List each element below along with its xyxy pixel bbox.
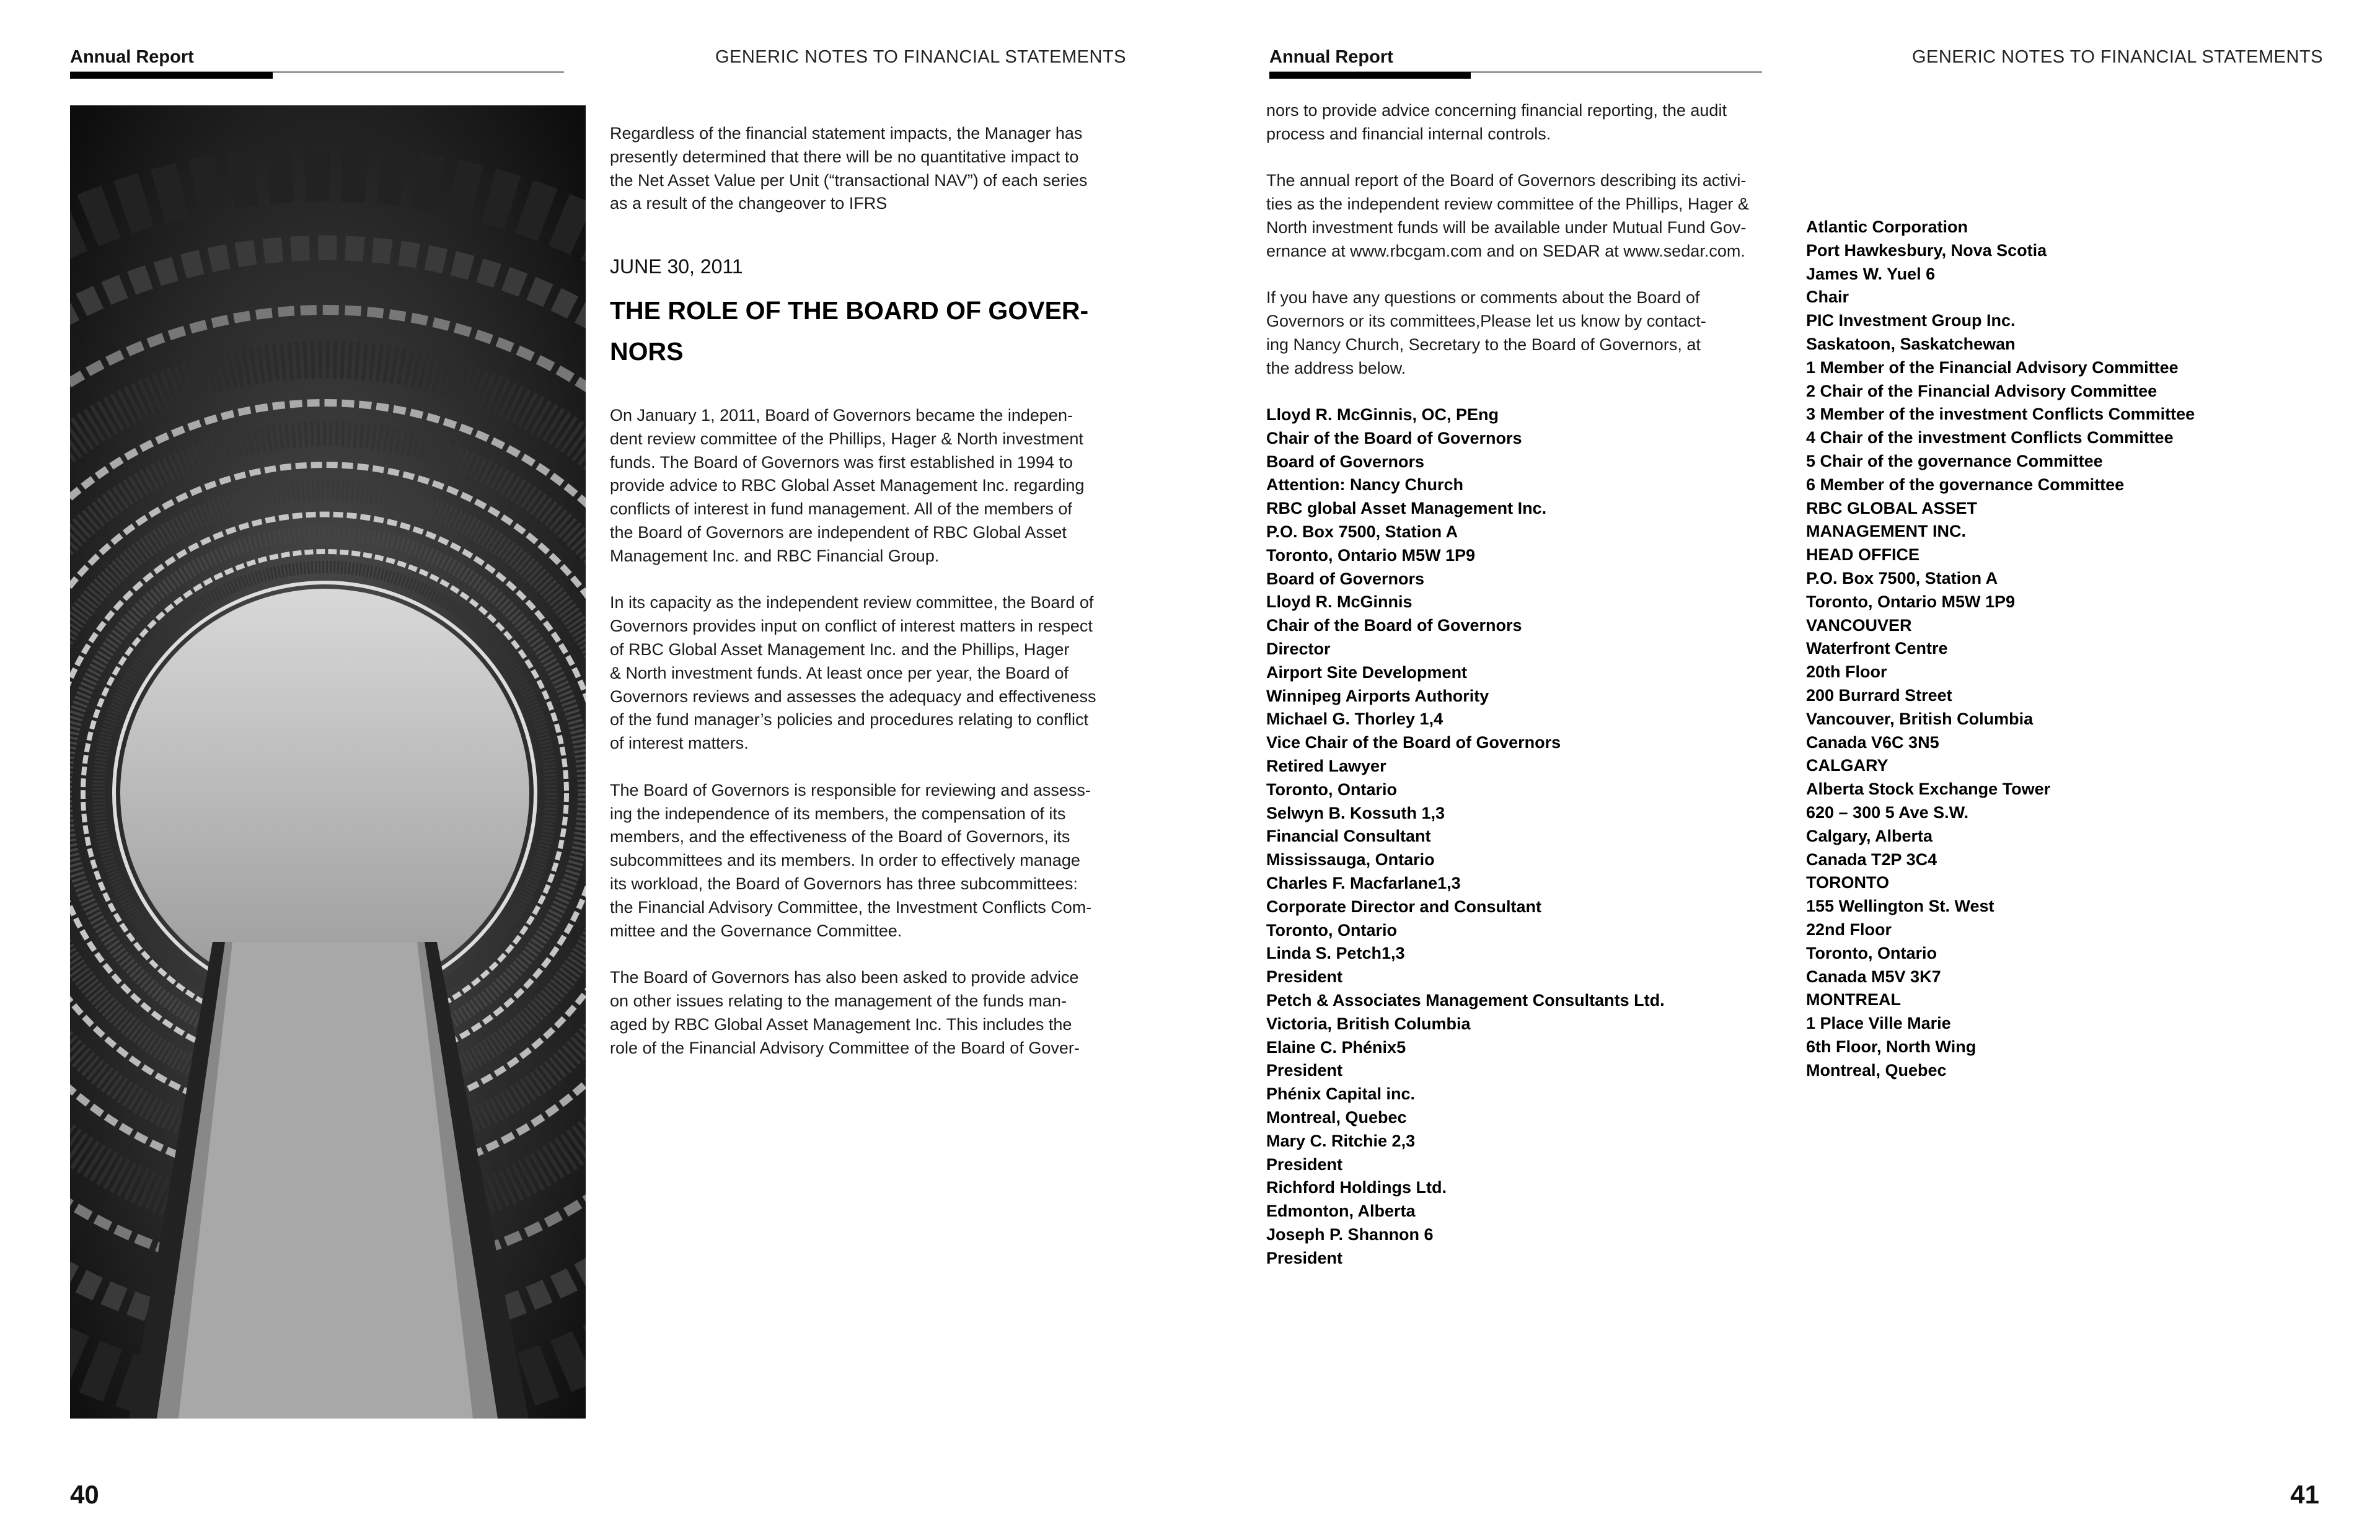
contact-line: James W. Yuel 6 [1806, 264, 1936, 283]
contact-line: President [1266, 1248, 1343, 1267]
contact-line: Toronto, Ontario [1266, 780, 1397, 799]
contact-line: 1 Member of the Financial Advisory Committee [1806, 358, 2179, 377]
paragraph [1266, 99, 1749, 146]
text-line: funds. The Board of Governors was first established in 1994 to [610, 452, 1073, 472]
text-line: aged by RBC Global Asset Management Inc. This includes the [610, 1014, 1072, 1034]
contact-line: MANAGEMENT INC. [1806, 522, 1966, 541]
contact-line: President [1266, 1061, 1343, 1080]
text-line: ties as the independent review committee of the Phillips, Hager & [1266, 195, 1749, 214]
text-line: the address below. [1266, 358, 1406, 377]
contact-line: Richford Holdings Ltd. [1266, 1178, 1447, 1197]
header-title-right: Annual Report [1269, 47, 1393, 67]
paragraph [610, 966, 1096, 1060]
contact-line: Retired Lawyer [1266, 756, 1386, 775]
text-line: The Board of Governors is responsible for reviewing and assess- [610, 780, 1091, 799]
header-title-left: Annual Report [70, 47, 194, 67]
text-line: If you have any questions or comments about the Board of [1266, 288, 1700, 307]
text-line: North investment funds will be available under Mutual Fund Gov- [1266, 218, 1747, 237]
text-line: of the fund manager’s policies and procedures relating to conflict [610, 710, 1088, 729]
text-line: ing the independence of its members, the compensation of its [610, 804, 1066, 823]
title-line: NORS [610, 337, 684, 366]
contact-line: Mississauga, Ontario [1266, 850, 1435, 869]
body-text-right [1266, 99, 1749, 403]
text-line: In its capacity as the independent review committee, the Board of [610, 593, 1094, 612]
contact-line: Lloyd R. McGinnis [1266, 592, 1413, 612]
contact-line: 6th Floor, North Wing [1806, 1037, 1977, 1056]
contact-line: Toronto, Ontario [1806, 943, 1937, 962]
contact-line: P.O. Box 7500, Station A [1806, 568, 1998, 587]
contact-line: 20th Floor [1806, 662, 1887, 682]
text-line: the Board of Governors are independent of RBC Global Asset [610, 522, 1067, 542]
contact-line: Alberta Stock Exchange Tower [1806, 780, 2051, 799]
contact-line: Airport Site Development [1266, 662, 1468, 682]
contact-line: P.O. Box 7500, Station A [1266, 522, 1458, 541]
text-line: nors to provide advice concerning financial reporting, the audit [1266, 101, 1727, 120]
contact-line: Phénix Capital inc. [1266, 1085, 1416, 1104]
contact-line: MONTREAL [1806, 990, 1901, 1010]
contact-line: Canada V6C 3N5 [1806, 733, 1939, 752]
paragraph [610, 779, 1096, 943]
paragraph [610, 404, 1096, 568]
contact-line: Elaine C. Phénix5 [1266, 1037, 1406, 1057]
contact-line: VANCOUVER [1806, 615, 1912, 635]
contact-line: 4 Chair of the investment Conflicts Committee [1806, 428, 2174, 447]
contact-line: 200 Burrard Street [1806, 685, 1952, 705]
contact-line: Chair [1806, 288, 1849, 307]
contact-line: 155 Wellington St. West [1806, 897, 1994, 916]
contact-line: Toronto, Ontario M5W 1P9 [1266, 545, 1475, 565]
text-line: process and financial internal controls. [1266, 124, 1551, 143]
contact-line: Chair of the Board of Governors [1266, 428, 1522, 447]
contact-line: Montreal, Quebec [1806, 1060, 1947, 1080]
text-line: provide advice to RBC Global Asset Management Inc. regarding [610, 476, 1085, 495]
text-line: role of the Financial Advisory Committee of the Board of Gover- [610, 1038, 1080, 1057]
contact-line: Montreal, Quebec [1266, 1107, 1407, 1127]
contact-line: Waterfront Centre [1806, 639, 1948, 658]
contact-line: CALGARY [1806, 756, 1889, 775]
contact-line: Calgary, Alberta [1806, 826, 1933, 845]
text-line: conflicts of interest in fund management. All of the members of [610, 499, 1072, 519]
contact-line: HEAD OFFICE [1806, 545, 1920, 565]
text-line: Governors provides input on conflict of interest matters in respect [610, 617, 1093, 636]
contacts-list-2 [1806, 216, 2195, 1082]
intro-paragraph [610, 122, 1087, 216]
text-line: presently determined that there will be no quantitative impact to [610, 147, 1079, 166]
text-line: the Net Asset Value per Unit (“transactional NAV”) of each series [610, 170, 1088, 190]
paragraph [1266, 169, 1749, 263]
contact-line: 1 Place Ville Marie [1806, 1014, 1951, 1033]
section-date: JUNE 30, 2011 [610, 255, 743, 278]
contact-line: Vancouver, British Columbia [1806, 709, 2034, 728]
contact-line: Saskatoon, Saskatchewan [1806, 334, 2016, 353]
text-line: Governors or its committees,Please let us know by contact- [1266, 312, 1706, 331]
contact-line: Joseph P. Shannon 6 [1266, 1225, 1434, 1244]
contact-line: 5 Chair of the governance Committee [1806, 451, 2103, 470]
text-line: mittee and the Governance Committee. [610, 921, 902, 940]
contact-line: Linda S. Petch1,3 [1266, 944, 1405, 963]
text-line: The annual report of the Board of Governors describing its activi- [1266, 171, 1747, 190]
text-line: Management Inc. and RBC Financial Group. [610, 546, 940, 565]
contact-line: Winnipeg Airports Authority [1266, 686, 1489, 705]
contact-line: President [1266, 967, 1343, 987]
header-bar-left [70, 72, 273, 79]
paragraph [1266, 286, 1749, 380]
contact-line: Victoria, British Columbia [1266, 1014, 1471, 1033]
text-line: its workload, the Board of Governors has three subcommittees: [610, 874, 1078, 893]
text-line: subcommittees and its members. In order to effectively manage [610, 851, 1080, 870]
section-title [610, 290, 1088, 372]
contact-line: Charles F. Macfarlane1,3 [1266, 873, 1461, 892]
text-line: The Board of Governors has also been asked to provide advice [610, 968, 1079, 987]
contact-line: Canada M5V 3K7 [1806, 967, 1941, 986]
text-line: On January 1, 2011, Board of Governors became the indepen- [610, 406, 1073, 425]
contact-line: Mary C. Ritchie 2,3 [1266, 1131, 1416, 1150]
contacts-list-1 [1266, 403, 1665, 1270]
contact-line: Edmonton, Alberta [1266, 1202, 1416, 1221]
contact-line: RBC GLOBAL ASSET [1806, 498, 1978, 517]
contact-line: Attention: Nancy Church [1266, 475, 1464, 495]
contact-line: Vice Chair of the Board of Governors [1266, 733, 1561, 752]
text-line: ernance at www.rbcgam.com and on SEDAR at www.sedar.com. [1266, 241, 1745, 260]
text-line: ing Nancy Church, Secretary to the Board of Governors, at [1266, 335, 1701, 354]
contact-line: President [1266, 1155, 1343, 1174]
page-number-left: 40 [70, 1480, 99, 1509]
contact-line: 620 – 300 5 Ave S.W. [1806, 803, 1969, 822]
contact-line: 3 Member of the investment Conflicts Committee [1806, 405, 2195, 424]
contact-line: Atlantic Corporation [1806, 218, 1968, 236]
text-line: & North investment funds. At least once per year, the Board of [610, 663, 1069, 682]
contact-line: Michael G. Thorley 1,4 [1266, 710, 1443, 729]
text-line: dent review committee of the Phillips, Hager & North investment [610, 429, 1083, 448]
text-line: of interest matters. [610, 734, 749, 753]
page-number-right: 41 [2290, 1480, 2319, 1509]
text-line: on other issues relating to the management of the funds man- [610, 991, 1067, 1010]
contact-line: Petch & Associates Management Consultants Ltd. [1266, 990, 1665, 1010]
spiral-staircase-photo [70, 105, 586, 1419]
header-section-right: GENERIC NOTES TO FINANCIAL STATEMENTS [1911, 47, 2323, 67]
contact-line: Canada T2P 3C4 [1806, 850, 1937, 869]
contact-line: Chair of the Board of Governors [1266, 616, 1522, 635]
text-line: Regardless of the financial statement impacts, the Manager has [610, 124, 1083, 143]
contact-line: TORONTO [1806, 873, 1890, 892]
contact-line: Director [1266, 639, 1331, 658]
contact-line: Selwyn B. Kossuth 1,3 [1266, 803, 1445, 822]
text-line: as a result of the changeover to IFRS [610, 194, 888, 213]
header-bar-right [1269, 72, 1471, 79]
contact-line: Corporate Director and Consultant [1266, 897, 1542, 916]
contact-line: Board of Governors [1266, 452, 1425, 471]
contact-line: 2 Chair of the Financial Advisory Committee [1806, 381, 2157, 400]
body-text-left [610, 404, 1096, 1083]
contact-line: Toronto, Ontario [1266, 920, 1397, 939]
header-section-left: GENERIC NOTES TO FINANCIAL STATEMENTS [715, 47, 1126, 67]
contact-line: Toronto, Ontario M5W 1P9 [1806, 592, 2015, 611]
contact-line: RBC global Asset Management Inc. [1266, 499, 1547, 518]
contact-line: Lloyd R. McGinnis, OC, PEng [1266, 405, 1499, 424]
text-line: Governors reviews and assesses the adequacy and effectiveness [610, 687, 1096, 706]
contact-line: 22nd Floor [1806, 920, 1892, 939]
paragraph [610, 591, 1096, 755]
text-line: of RBC Global Asset Management Inc. and the Phillips, Hager [610, 640, 1070, 659]
contact-line: PIC Investment Group Inc. [1806, 311, 2016, 330]
text-line: members, and the effectiveness of the Board of Governors, its [610, 827, 1070, 847]
contact-line: 6 Member of the governance Committee [1806, 475, 2125, 494]
contact-line: Port Hawkesbury, Nova Scotia [1806, 240, 2047, 260]
title-line: THE ROLE OF THE BOARD OF GOVER- [610, 296, 1089, 325]
contact-line: Financial Consultant [1266, 827, 1431, 846]
text-line: the Financial Advisory Committee, the Investment Conflicts Com- [610, 897, 1092, 917]
contact-line: Board of Governors [1266, 569, 1425, 588]
